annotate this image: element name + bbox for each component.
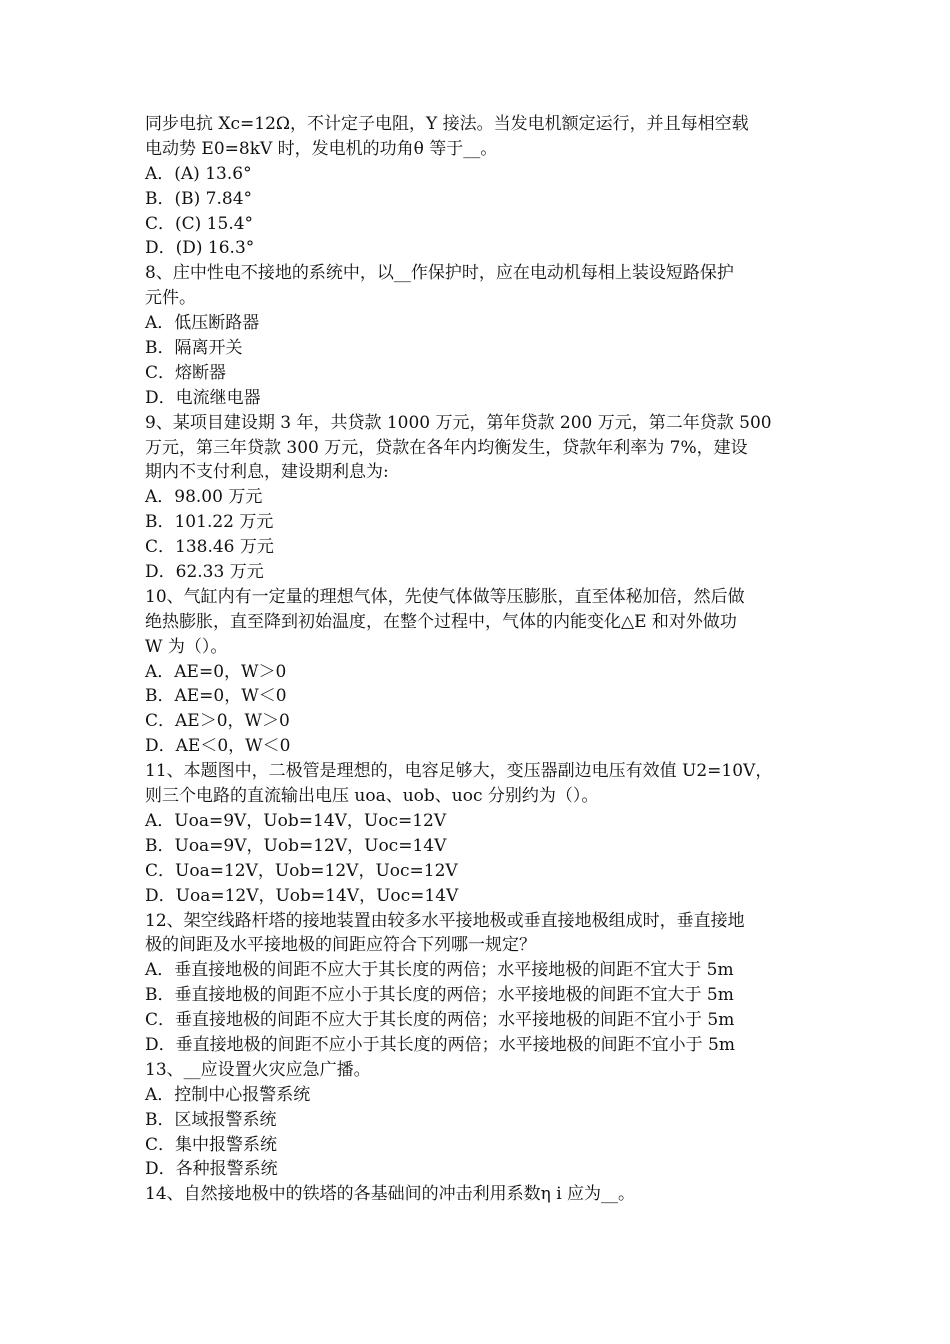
option-line: C．(C) 15.4° [145, 213, 254, 234]
option-line: A．AE=0，W＞0 [145, 661, 287, 682]
question-14-line: 14、自然接地极中的铁塔的各基础间的冲击利用系数η i 应为__。 [145, 1184, 636, 1205]
option-line: B．101.22 万元 [145, 512, 274, 533]
text-line: 同步电抗 Xc=12Ω，不计定子电阻，Y 接法。当发电机额定运行，并且每相空载 [145, 114, 749, 134]
option-line: D．(D) 16.3° [145, 238, 255, 259]
option-line: D．垂直接地极的间距不应小于其长度的两倍；水平接地极的间距不宜小于 5m [145, 1034, 735, 1055]
option-line: D．62.33 万元 [145, 562, 264, 583]
option-line: C．垂直接地极的间距不应大于其长度的两倍；水平接地极的间距不宜小于 5m [145, 1010, 735, 1031]
option-line: A．Uoa=9V，Uob=14V，Uoc=12V [145, 810, 447, 831]
question-9-line: 9、某项目建设期 3 年，共贷款 1000 万元，第年贷款 200 万元，第二年贷款 500 [145, 412, 772, 433]
option-line: A．控制中心报警系统 [145, 1084, 311, 1105]
text-line: 万元，第三年贷款 300 万元，贷款在各年内均衡发生，贷款年利率为 7%，建设 [145, 437, 748, 458]
option-line: B．区域报警系统 [145, 1109, 277, 1130]
document-body [145, 112, 810, 1207]
question-12-line: 12、架空线路杆塔的接地装置由较多水平接地极或垂直接地极组成时，垂直接地 [145, 910, 745, 931]
option-line: C．Uoa=12V，Uob=12V，Uoc=12V [145, 860, 458, 881]
text-line: 期内不支付利息，建设期利息为: [145, 462, 389, 483]
text-line: 极的间距及水平接地极的间距应符合下列哪一规定？ [145, 935, 536, 956]
option-line: A．(A) 13.6° [145, 163, 252, 184]
option-line: D．AE＜0，W＜0 [145, 736, 291, 757]
option-line: C．AE＞0，W＞0 [145, 711, 290, 732]
option-line: A．98.00 万元 [145, 487, 263, 508]
option-line: A．垂直接地极的间距不应大于其长度的两倍；水平接地极的间距不宜大于 5m [145, 960, 734, 981]
option-line: C．熔断器 [145, 362, 227, 383]
text-line: 绝热膨胀，直至降到初始温度，在整个过程中，气体的内能变化△E 和对外做功 [145, 611, 737, 632]
text-line: 则三个电路的直流输出电压 uoa、uob、uoc 分别约为（）。 [145, 786, 599, 807]
option-line: B．垂直接地极的间距不应小于其长度的两倍；水平接地极的间距不宜大于 5m [145, 985, 734, 1006]
option-line: B．(B) 7.84° [145, 188, 253, 209]
question-13-line: 13、__应设置火灾应急广播。 [145, 1059, 371, 1080]
option-line: C．138.46 万元 [145, 537, 274, 558]
text-line: 元件。 [145, 288, 196, 309]
option-line: D．各种报警系统 [145, 1159, 278, 1180]
option-line: B．Uoa=9V，Uob=12V，Uoc=14V [145, 835, 447, 856]
question-11-line: 11、本题图中，二极管是理想的，电容足够大，变压器副边电压有效值 U2=10V， [145, 761, 773, 782]
option-line: A．低压断路器 [145, 313, 260, 334]
option-line: B．隔离开关 [145, 338, 243, 359]
question-10-line: 10、气缸内有一定量的理想气体，先使气体做等压膨胀，直至体秘加倍，然后做 [145, 586, 745, 607]
question-8-line: 8、庄中性电不接地的系统中，以__作保护时，应在电动机每相上装设短路保护 [145, 263, 734, 284]
option-line: D．电流继电器 [145, 387, 261, 408]
option-line: C．集中报警系统 [145, 1134, 278, 1155]
option-line: B．AE=0，W＜0 [145, 686, 287, 707]
option-line: D．Uoa=12V，Uob=14V，Uoc=14V [145, 885, 459, 906]
text-line: 电动势 E0=8kV 时，发电机的功角θ 等于__。 [145, 138, 498, 159]
text-line: W 为（）。 [145, 636, 228, 657]
